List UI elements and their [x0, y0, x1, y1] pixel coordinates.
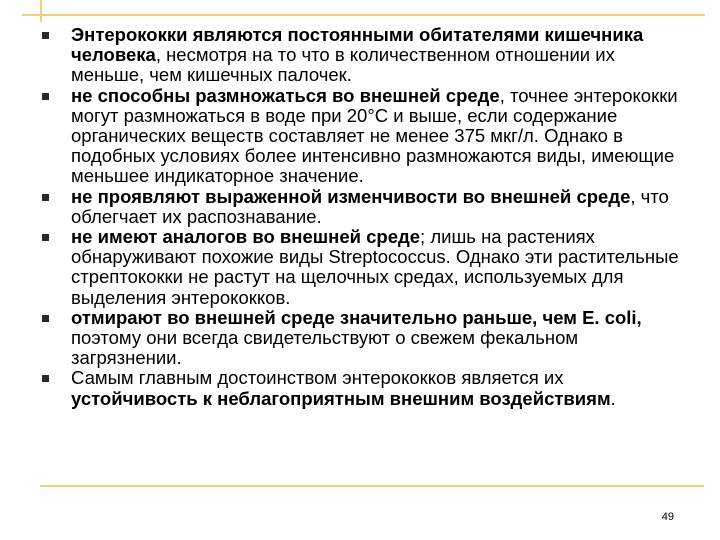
text-segment: , что облегчает их распознавание. — [71, 185, 669, 227]
square-bullet-icon — [42, 32, 49, 39]
text-bold-segment: устойчивость к неблагоприятным внешним воздействиям — [71, 387, 611, 409]
top-corner-divider — [40, 0, 42, 22]
page-number: 49 — [661, 511, 674, 523]
text-segment: ; лишь на растениях обнаруживают похожие виды Streptococcus. Однако эти растительные стрептококки не растут на щелочных средах, используемых для выделения энтерококков. — [71, 226, 679, 308]
bottom-divider — [40, 485, 704, 487]
text-bold-segment: отмирают во внешней среде значительно раньше, чем E. coli, — [71, 306, 642, 328]
item-text — [71, 367, 616, 408]
list-item — [42, 86, 682, 187]
list-item — [42, 25, 682, 86]
text-segment: , несмотря на то что в количественном отношении их меньше, чем кишечных палочек. — [71, 44, 615, 86]
square-bullet-icon — [42, 234, 49, 241]
square-bullet-icon — [42, 315, 49, 322]
text-segment: Самым главным достоинством энтерококков является их — [71, 367, 564, 389]
bullet-list — [42, 25, 682, 409]
text-bold-segment: не способны размножаться во внешней среде — [71, 84, 500, 106]
text-segment: . — [610, 387, 616, 409]
list-item — [42, 187, 682, 227]
top-divider — [22, 14, 705, 16]
item-text — [71, 307, 642, 368]
item-text — [71, 186, 669, 227]
list-item — [42, 227, 682, 308]
square-bullet-icon — [42, 194, 49, 201]
text-segment: поэтому они всегда свидетельствуют о свежем фекальном загрязнении. — [71, 327, 579, 369]
list-item — [42, 368, 682, 408]
text-bold-segment: не имеют аналогов во внешней среде — [71, 226, 421, 248]
item-text — [71, 226, 679, 308]
square-bullet-icon — [42, 93, 49, 100]
square-bullet-icon — [42, 375, 49, 382]
list-item — [42, 308, 682, 369]
text-bold-segment: Энтерококки являются постоянными обитателями кишечника человека — [71, 24, 644, 66]
item-text — [71, 24, 643, 85]
text-segment: , точнее энтерококки могут размножаться в воде при 20°C и выше, если содержание органических веществ составляет не менее 375 мкг/л. Однако в подобных условиях более интенсивно размножаются виды, имеющие меньшее индикаторное значение. — [71, 84, 678, 187]
text-bold-segment: не проявляют выраженной изменчивости во внешней среде — [71, 185, 631, 207]
item-text — [71, 85, 678, 187]
